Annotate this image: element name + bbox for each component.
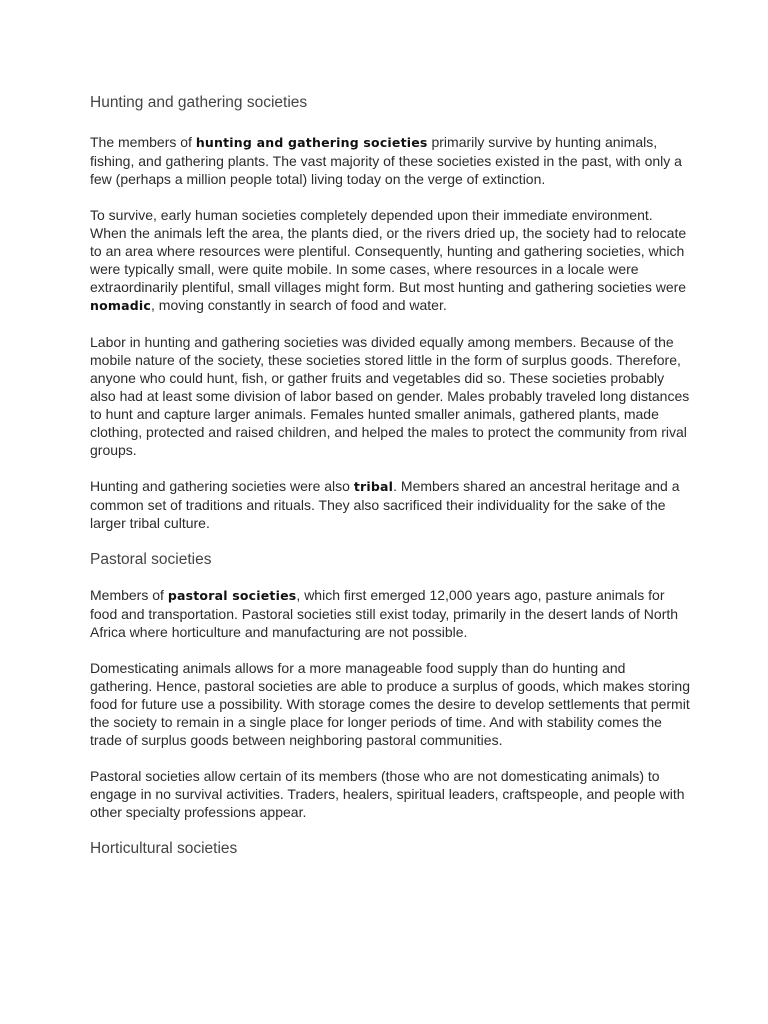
key-term: tribal (353, 479, 394, 494)
section-heading-hunting-gathering: Hunting and gathering societies (90, 94, 308, 111)
paragraph-text: Hunting and gathering societies were also (90, 478, 354, 494)
section-heading-horticultural: Horticultural societies (90, 840, 238, 857)
paragraph (90, 333, 690, 459)
paragraph (90, 477, 690, 532)
paragraph (90, 133, 690, 188)
document-page (90, 93, 690, 859)
key-term: nomadic (90, 298, 151, 313)
key-term: hunting and gathering societies (195, 135, 428, 150)
key-term: pastoral societies (167, 588, 297, 603)
paragraph-text: To survive, early human societies completely depended upon their immediate environment. When the animals left the area, the plants died, or the rivers dried up, the society had to relocate to an area where resources were plentiful. Consequently, hunting and gathering societies, which were typically small, were quite mobile. In some cases, where resources in a locale were extraordinarily plentiful, small villages might form. But most hunting and gathering societies were (90, 207, 687, 295)
paragraph-text: Labor in hunting and gathering societies was divided equally among members. Because of the mobile nature of the society, these societies stored little in the form of surplus goods. Therefore, anyone who could hunt, fish, or gather fruits and vegetables did so. These societies probably also had at least some division of labor based on gender. Males probably traveled long distances to hunt and capture larger animals. Females hunted smaller animals, gathered plants, made clothing, protected and raised children, and helped the males to protect the community from rival groups. (90, 334, 690, 458)
paragraph-text: Pastoral societies allow certain of its members (those who are not domesticating animals) to engage in no survival activities. Traders, healers, spiritual leaders, craftspeople, and people with other specialty professions appear. (90, 768, 685, 820)
paragraph-text: Members of (90, 587, 168, 603)
paragraph-text: . Members shared an ancestral heritage and a common set of traditions and rituals. They also sacrificed their individuality for the sake of the larger tribal culture. (90, 478, 680, 531)
paragraph-text: , moving constantly in search of food and water. (151, 297, 447, 313)
paragraph (90, 767, 690, 821)
paragraph-text: primarily survive by hunting animals, fishing, and gathering plants. The vast majority of these societies existed in the past, with only a few (perhaps a million people total) living today on the verge of extinction. (90, 134, 682, 187)
paragraph (90, 586, 690, 641)
paragraph (90, 206, 690, 315)
paragraph-text: Domesticating animals allows for a more manageable food supply than do hunting and gathering. Hence, pastoral societies are able to produce a surplus of goods, which makes storing food for future use a possibility. With storage comes the desire to develop settlements that permit the society to remain in a single place for longer periods of time. And with stability comes the trade of surplus goods between neighboring pastoral communities. (90, 660, 691, 748)
paragraph (90, 659, 690, 749)
section-heading-pastoral: Pastoral societies (90, 551, 212, 568)
paragraph-text: The members of (90, 134, 196, 150)
paragraph-text: , which first emerged 12,000 years ago, pasture animals for food and transportation. Pastoral societies still exist today, primarily in the desert lands of North Africa where horticulture and manufacturing are not possible. (90, 587, 679, 640)
